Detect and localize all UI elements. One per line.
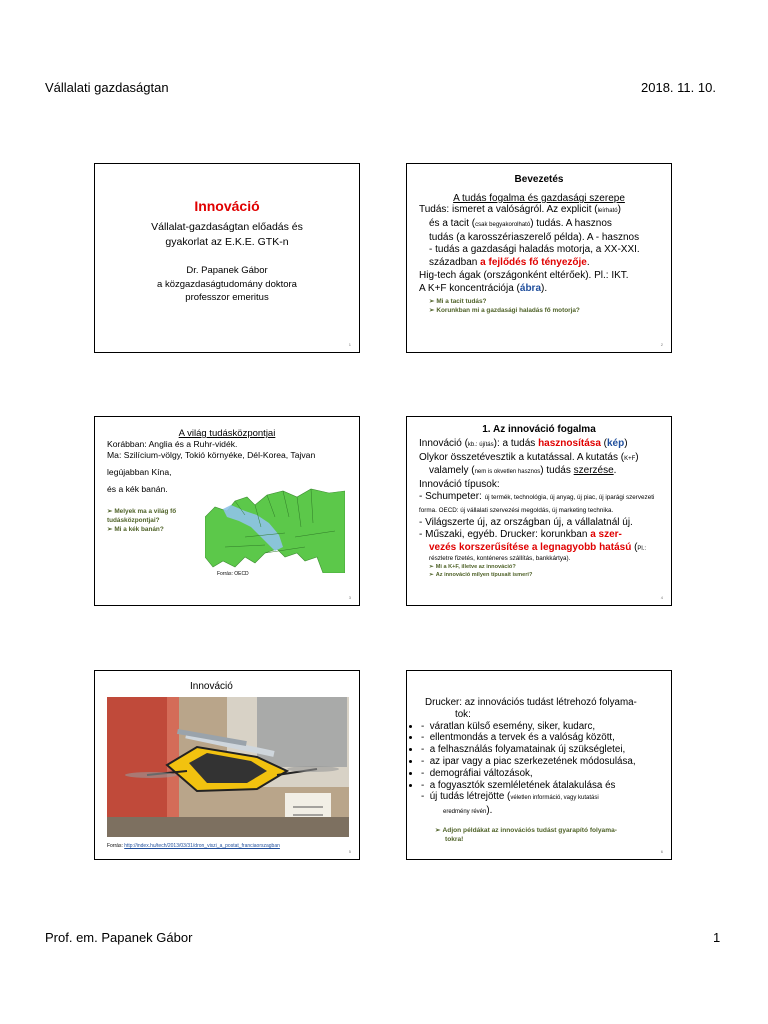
process-list bbox=[407, 721, 671, 792]
drone-photo-image bbox=[107, 697, 349, 837]
slide-title: A világ tudásközpontjai bbox=[178, 428, 276, 439]
text-line: A K+F koncentrációja (ábra). bbox=[419, 282, 548, 294]
text-line: Drucker: az innovációs tudást létrehozó folyama- bbox=[425, 697, 637, 708]
list-item: • - az ipar vagy a piac szerkezetének módosulása, bbox=[421, 756, 671, 768]
text-line: században a fejlődés fő tényezője. bbox=[429, 257, 590, 269]
author-title: professzor emeritus bbox=[185, 292, 269, 303]
text-line: - Világszerte új, az országban új, a vállalatnál új. bbox=[419, 516, 633, 528]
slide-1 bbox=[94, 163, 360, 353]
question-item: ➢ Korunkban mi a gazdasági haladás fő motorja? bbox=[429, 306, 580, 314]
slide-number: 3 bbox=[348, 595, 351, 600]
text-line: és a kék banán. bbox=[107, 484, 168, 494]
arrow-bullet-icon: ➢ bbox=[107, 508, 113, 515]
image-link[interactable]: kép bbox=[607, 438, 625, 449]
arrow-bullet-icon: ➢ bbox=[107, 526, 113, 533]
slide-number: 2 bbox=[660, 342, 663, 347]
text-line: Korábban: Anglia és a Ruhr-vidék. bbox=[107, 439, 238, 449]
text-line: - Schumpeter: új termék, technológia, új anyag, új piac, új iparági szervezeti forma. OECD: új vállalati szervezési megoldás, új marketing technika. bbox=[419, 491, 655, 514]
slide-title: Bevezetés bbox=[514, 174, 564, 185]
text-line: - tudás a gazdasági haladás motorja, a XX-XXI. bbox=[429, 244, 640, 256]
image-source: Forrás: http://index.hu/tech/2013/03/31/dron_viszi_a_postat_franciaorszagban bbox=[107, 843, 280, 849]
slide-subtitle: gyakorlat az E.K.E. GTK-n bbox=[165, 236, 289, 248]
source-link[interactable]: http://index.hu/tech/2013/03/31/dron_viszi_a_postat_franciaorszagban bbox=[124, 843, 280, 849]
image-source: Forrás: OECD bbox=[217, 571, 249, 577]
text-line: Olykor összetévesztik a kutatással. A kutatás (K+F) bbox=[419, 451, 639, 463]
figure-link[interactable]: ábra bbox=[519, 282, 542, 294]
slide-title: Innováció bbox=[190, 681, 233, 692]
question-item: tokra! bbox=[445, 835, 464, 843]
question-item: ➢ Mi a tacit tudás? bbox=[429, 297, 487, 305]
question-item: ➢ Mi a kék banán? bbox=[107, 526, 164, 533]
slide-title: 1. Az innováció fogalma bbox=[482, 424, 596, 435]
slide-4 bbox=[406, 416, 672, 606]
text-line: részletre fizetés, konténeres szállítás, bankkártya). bbox=[429, 555, 571, 563]
question-item: ➢ Adjon példákat az innovációs tudást gyarapító folyama- bbox=[435, 826, 617, 834]
arrow-bullet-icon: ➢ bbox=[429, 572, 434, 579]
list-item: • - váratlan külső esemény, siker, kudarc, bbox=[421, 721, 671, 733]
arrow-bullet-icon: ➢ bbox=[429, 297, 435, 305]
slide-number: 4 bbox=[660, 595, 663, 600]
slide-title: Innováció bbox=[194, 198, 260, 214]
footer-author: Prof. em. Papanek Gábor bbox=[45, 930, 193, 945]
arrow-bullet-icon: ➢ bbox=[435, 826, 441, 834]
text-line: Tudás: ismeret a valóságról. Az explicit (leírható) bbox=[419, 204, 621, 215]
question-item: ➢ Az innováció milyen típusait ismeri? bbox=[429, 572, 533, 579]
europe-map-image bbox=[205, 487, 345, 573]
question-item: ➢ Mi a K+F, illetve az innováció? bbox=[429, 564, 516, 571]
text-line: tok: bbox=[455, 708, 471, 720]
page-header-date: 2018. 11. 10. bbox=[641, 80, 716, 95]
text-line: tudás (a karosszériaszerelő példa). A - hasznos bbox=[429, 231, 640, 243]
text-line: Innováció (kb.: újítás): a tudás hasznosítása (kép) bbox=[419, 438, 628, 449]
list-item: • - ellentmondás a tervek és a valóság között, bbox=[421, 732, 671, 744]
text-line: legújabban Kína, bbox=[107, 467, 172, 477]
text-line: Ma: Szilícium-völgy, Tokió környéke, Dél-Korea, Tajvan bbox=[107, 450, 316, 460]
footer-page-number: 1 bbox=[713, 930, 721, 945]
arrow-bullet-icon: ➢ bbox=[429, 564, 434, 571]
list-item: • - a felhasználás folyamatainak új szükségletei, bbox=[421, 744, 671, 756]
author-name: Dr. Papanek Gábor bbox=[186, 265, 268, 276]
question-item: ➢ Melyek ma a világ fő tudásközpontjai? bbox=[107, 508, 177, 524]
text-line: - Műszaki, egyéb. Drucker: korunkban a szer- bbox=[419, 529, 622, 541]
slide-5 bbox=[94, 670, 360, 860]
text-line: Innováció típusok: bbox=[419, 478, 500, 490]
text-line: Hig-tech ágak (országonként eltérőek). Pl.: IKT. bbox=[419, 269, 629, 281]
author-title: a közgazdaságtudomány doktora bbox=[157, 278, 297, 290]
page-header-title: Vállalati gazdaságtan bbox=[45, 80, 169, 95]
text-line: vezés korszerűsítése a legnagyobb hatású (Pl.: bbox=[429, 541, 647, 553]
slide-number: 5 bbox=[348, 849, 351, 854]
slide-6 bbox=[406, 670, 672, 860]
text-line: valamely (nem is okvetlen hasznos) tudás szerzése. bbox=[429, 465, 617, 477]
text-line: és a tacit (csak begyakorolható) tudás. A hasznos bbox=[429, 217, 612, 229]
slide-3 bbox=[94, 416, 360, 606]
slide-subtitle: A tudás fogalma és gazdasági szerepe bbox=[453, 193, 625, 204]
slide-number: 6 bbox=[660, 849, 663, 854]
arrow-bullet-icon: ➢ bbox=[429, 306, 435, 314]
list-item: - új tudás létrejötte (véletlen információ, vagy kutatási eredmény révén). bbox=[421, 791, 599, 817]
list-item: • - a fogyasztók szemléletének átalakulása és bbox=[421, 780, 671, 792]
slide-number: 1 bbox=[348, 342, 351, 347]
slide-2 bbox=[406, 163, 672, 353]
slide-subtitle: Vállalat-gazdaságtan előadás és bbox=[151, 221, 303, 233]
list-item: • - demográfiai változások, bbox=[421, 768, 671, 780]
